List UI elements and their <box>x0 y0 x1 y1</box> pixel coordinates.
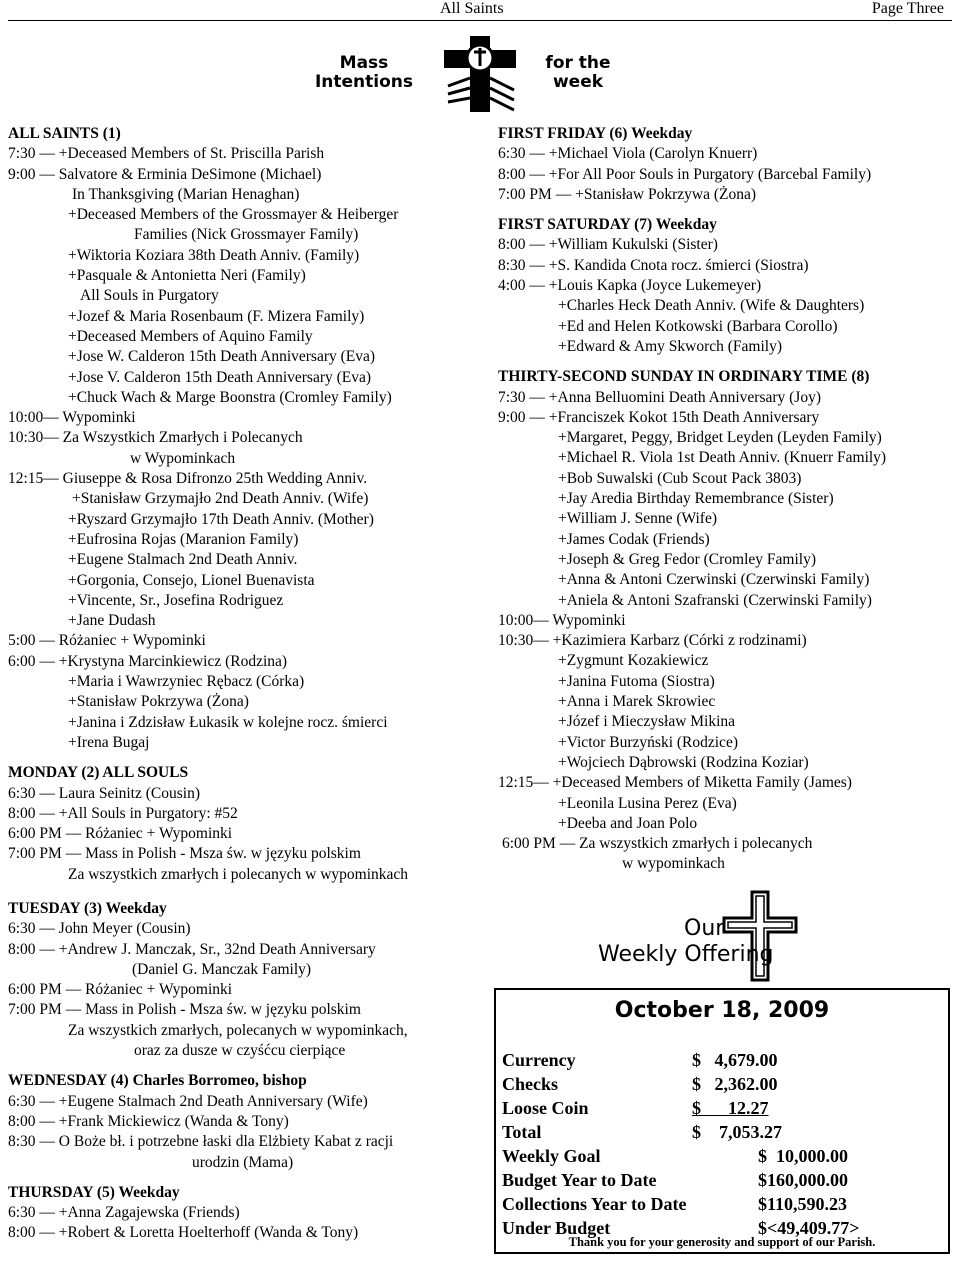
intention-line: +Vincente, Sr., Josefina Rodriguez <box>68 591 284 609</box>
intention-line: 6:00 PM — Różaniec + Wypominki <box>8 981 233 999</box>
offering-amount: $ 2,362.00 <box>692 1074 778 1094</box>
intention-line: Za wszystkich zmarłych i polecanych w wypominkach <box>68 865 409 883</box>
offering-row <box>502 1168 942 1192</box>
day-heading: FIRST SATURDAY (7) Weekday <box>498 216 717 234</box>
intention-line: +Wiktoria Koziara 38th Death Anniv. (Family) <box>68 246 360 264</box>
intention-line: 8:30 — O Boże bł. i potrzebne łaski dla Elżbiety Kabat z racji <box>8 1133 394 1151</box>
intention-line: +James Codak (Friends) <box>558 530 710 548</box>
intention-line: +Leonila Lusina Perez (Eva) <box>558 794 737 812</box>
spacer <box>8 1173 476 1183</box>
logo-left-text <box>296 54 432 92</box>
intention-line: 6:00 PM — Różaniec + Wypominki <box>8 825 233 843</box>
day-heading: FIRST FRIDAY (6) Weekday <box>498 125 693 142</box>
logo-right-text <box>528 54 628 92</box>
intention-line: In Thanksgiving (Marian Henaghan) <box>72 185 300 203</box>
intention-line: +Deceased Members of the Grossmayer & Heiberger <box>68 206 399 224</box>
weekly-offering-box <box>494 988 950 1254</box>
day-heading: ALL SAINTS (1) <box>8 125 121 142</box>
intention-line: +Edward & Amy Skworch (Family) <box>558 337 782 355</box>
intention-line: +Józef i Mieczysław Mikina <box>558 713 736 731</box>
intention-line: Za wszystkich zmarłych, polecanych w wypominkach, <box>68 1021 408 1039</box>
intention-line: +Stanisław Pokrzywa (Żona) <box>68 693 249 711</box>
header-rule <box>8 20 952 21</box>
intention-line: +Eugene Stalmach 2nd Death Anniv. <box>68 551 298 569</box>
offering-logo-weekly-offering: Weekly Offering <box>598 942 774 967</box>
intention-line: +Janina Futoma (Siostra) <box>558 672 715 690</box>
spacer <box>8 1061 476 1071</box>
spacer <box>8 753 476 763</box>
intention-line: 6:00 — +Krystyna Marcinkiewicz (Rodzina) <box>8 652 288 670</box>
offering-thanks: Thank you for your generosity and support of our Parish. <box>568 1235 876 1249</box>
offering-label: Under Budget <box>502 1218 611 1238</box>
offering-row <box>502 1096 942 1120</box>
intention-line: 7:00 PM — Mass in Polish - Msza św. w języku polskim <box>8 1001 361 1019</box>
intention-line: (Daniel G. Manczak Family) <box>132 960 312 978</box>
intention-line: +Chuck Wach & Marge Boonstra (Cromley Family) <box>68 388 392 406</box>
intention-line: +Jozef & Maria Rosenbaum (F. Mizera Family) <box>68 307 365 325</box>
intention-line: 9:00 — +Franciszek Kokot 15th Death Anniversary <box>498 408 820 426</box>
intention-line: +Aniela & Antoni Szafranski (Czerwinski Family) <box>558 591 872 609</box>
offering-label: Collections Year to Date <box>502 1194 687 1214</box>
intention-line: 6:30 — John Meyer (Cousin) <box>8 920 191 938</box>
mass-intentions-logo <box>296 34 626 114</box>
offering-amount: $110,590.23 <box>758 1194 848 1214</box>
intention-line: 8:00 — +All Souls in Purgatory: #52 <box>8 804 238 822</box>
parish-name: All Saints <box>440 0 504 17</box>
logo-word-for-the: for the <box>545 53 611 73</box>
offering-label: Loose Coin <box>502 1098 589 1118</box>
intention-line: 7:00 PM — Mass in Polish - Msza św. w języku polskim <box>8 845 361 863</box>
intention-line: Families (Nick Grossmayer Family) <box>134 226 359 244</box>
intention-line: 6:30 — Laura Seinitz (Cousin) <box>8 784 200 802</box>
intention-line: +Jay Aredia Birthday Remembrance (Sister) <box>558 490 834 508</box>
intention-line: +Maria i Wawrzyniec Rębacz (Córka) <box>68 673 305 691</box>
intention-line: +Irena Bugaj <box>68 733 150 751</box>
offering-row <box>502 1072 942 1096</box>
intention-line: +Zygmunt Kozakiewicz <box>558 652 709 670</box>
intention-line: +Pasquale & Antonietta Neri (Family) <box>68 267 306 285</box>
intention-line: 10:00— Wypominki <box>8 409 136 427</box>
intention-line: +Anna i Marek Skrowiec <box>558 693 716 711</box>
day-heading: TUESDAY (3) Weekday <box>8 899 167 917</box>
offering-amount: $ 12.27 <box>692 1098 769 1118</box>
intention-line: +Jane Dudash <box>68 612 156 630</box>
spacer <box>8 885 476 899</box>
offering-row <box>502 1144 942 1168</box>
intention-line: +Victor Burzyński (Rodzice) <box>558 733 738 751</box>
offering-amount: $ 10,000.00 <box>758 1146 848 1166</box>
intention-line: +Jose W. Calderon 15th Death Anniversary (Eva) <box>68 348 376 366</box>
intention-line: 12:15— Giuseppe & Rosa Difronzo 25th Wedding Anniv. <box>8 470 368 488</box>
intention-line: 8:30 — +S. Kandida Cnota rocz. śmierci (Siostra) <box>498 256 809 274</box>
intention-line: 7:00 PM — +Stanisław Pokrzywa (Żona) <box>498 185 757 203</box>
day-heading: THURSDAY (5) Weekday <box>8 1183 180 1201</box>
offering-amount: $ 7,053.27 <box>692 1122 782 1142</box>
intention-line: 8:00 — +Andrew J. Manczak, Sr., 32nd Death Anniversary <box>8 940 376 958</box>
intention-line: +Ed and Helen Kotkowski (Barbara Corollo) <box>558 317 838 335</box>
intention-line: +Jose V. Calderon 15th Death Anniversary (Eva) <box>68 368 372 386</box>
intention-line: +Eufrosina Rojas (Maranion Family) <box>68 530 299 548</box>
day-heading: THIRTY-SECOND SUNDAY IN ORDINARY TIME (8) <box>498 368 870 386</box>
intention-line: +Janina i Zdzisław Łukasik w kolejne rocz. śmierci <box>68 713 388 731</box>
intention-line: urodzin (Mama) <box>192 1153 294 1171</box>
intention-line: 8:00 — +Robert & Loretta Hoelterhoff (Wanda & Tony) <box>8 1224 359 1242</box>
intention-line: 8:00 — +Frank Mickiewicz (Wanda & Tony) <box>8 1112 289 1130</box>
offering-row <box>502 1048 942 1072</box>
intention-line: 7:30 — +Deceased Members of St. Priscilla Parish <box>8 145 325 163</box>
weekly-offering-logo <box>598 890 818 980</box>
intention-line: +Ryszard Grzymajło 17th Death Anniv. (Mother) <box>68 510 374 528</box>
intention-line: w Wypominkach <box>130 449 236 467</box>
intention-line: 6:00 PM — Za wszystkich zmarłych i polecanych <box>502 835 813 853</box>
offering-label: Weekly Goal <box>502 1146 601 1166</box>
left-intentions-column <box>8 124 476 1244</box>
offering-label: Total <box>502 1122 542 1142</box>
offering-row <box>502 1120 942 1144</box>
offering-cross-icon <box>718 890 802 982</box>
intention-line: +Joseph & Greg Fedor (Cromley Family) <box>558 550 816 568</box>
intention-line: +Deeba and Joan Polo <box>558 814 698 832</box>
intention-line: 10:00— Wypominki <box>498 611 626 629</box>
spacer <box>498 357 954 367</box>
intention-line: 4:00 — +Louis Kapka (Joyce Lukemeyer) <box>498 277 762 295</box>
day-heading: MONDAY (2) ALL SOULS <box>8 764 189 782</box>
day-heading: WEDNESDAY (4) Charles Borromeo, bishop <box>8 1072 307 1090</box>
page-header <box>0 0 960 20</box>
intention-line: +Stanisław Grzymajło 2nd Death Anniv. (Wife) <box>72 490 369 508</box>
intention-line: +Bob Suwalski (Cub Scout Pack 3803) <box>558 469 802 487</box>
offering-amount: $ 4,679.00 <box>692 1050 778 1070</box>
intention-line: +Deceased Members of Aquino Family <box>68 327 313 345</box>
intention-line: +Wojciech Dąbrowski (Rodzina Koziar) <box>558 753 809 771</box>
intention-line: All Souls in Purgatory <box>80 287 219 305</box>
intention-line: 6:30 — +Eugene Stalmach 2nd Death Anniversary (Wife) <box>8 1092 368 1110</box>
spacer <box>498 205 954 215</box>
intention-line: 8:00 — +For All Poor Souls in Purgatory (Barcebal Family) <box>498 165 872 183</box>
intention-line: oraz za dusze w czyśćcu cierpiące <box>134 1042 346 1060</box>
intention-line: +Charles Heck Death Anniv. (Wife & Daughters) <box>558 297 865 315</box>
intention-line: +Gorgonia, Consejo, Lionel Buenavista <box>68 571 315 589</box>
intention-line: 10:30— Za Wszystkich Zmarłych i Polecanych <box>8 429 303 447</box>
intention-line: 6:30 — +Anna Zagajewska (Friends) <box>8 1204 240 1222</box>
logo-word-week: week <box>552 72 604 92</box>
offering-label: Budget Year to Date <box>502 1170 657 1190</box>
intention-line: 10:30— +Kazimiera Karbarz (Córki z rodzinami) <box>498 632 807 650</box>
intention-line: 5:00 — Różaniec + Wypominki <box>8 632 206 650</box>
cross-icon <box>434 34 526 114</box>
intention-line: 9:00 — Salvatore & Erminia DeSimone (Michael) <box>8 165 322 183</box>
intention-line: 7:30 — +Anna Belluomini Death Anniversary (Joy) <box>498 388 821 406</box>
intention-line: +Michael R. Viola 1st Death Anniv. (Knuerr Family) <box>558 449 887 467</box>
right-intentions-column <box>498 124 954 875</box>
logo-word-intentions: Intentions <box>314 72 414 92</box>
offering-label: Checks <box>502 1074 559 1094</box>
offering-logo-our: Our <box>684 916 725 941</box>
intention-line: 8:00 — +William Kukulski (Sister) <box>498 236 718 254</box>
offering-amount: $<49,409.77> <box>758 1218 860 1238</box>
intention-line: 12:15— +Deceased Members of Miketta Family (James) <box>498 774 852 792</box>
intention-line: 6:30 — +Michael Viola (Carolyn Knuerr) <box>498 145 758 163</box>
logo-word-mass: Mass <box>339 53 389 73</box>
offering-row <box>502 1192 942 1216</box>
intention-line: +William J. Senne (Wife) <box>558 510 718 528</box>
page-number: Page Three <box>871 0 944 17</box>
offering-amount: $160,000.00 <box>758 1170 848 1190</box>
offering-label: Currency <box>502 1050 576 1070</box>
intention-line: w wypominkach <box>622 855 725 873</box>
offering-date: October 18, 2009 <box>614 998 830 1023</box>
intention-line: +Anna & Antoni Czerwinski (Czerwinski Family) <box>558 571 870 589</box>
intention-line: +Margaret, Peggy, Bridget Leyden (Leyden Family) <box>558 429 882 447</box>
